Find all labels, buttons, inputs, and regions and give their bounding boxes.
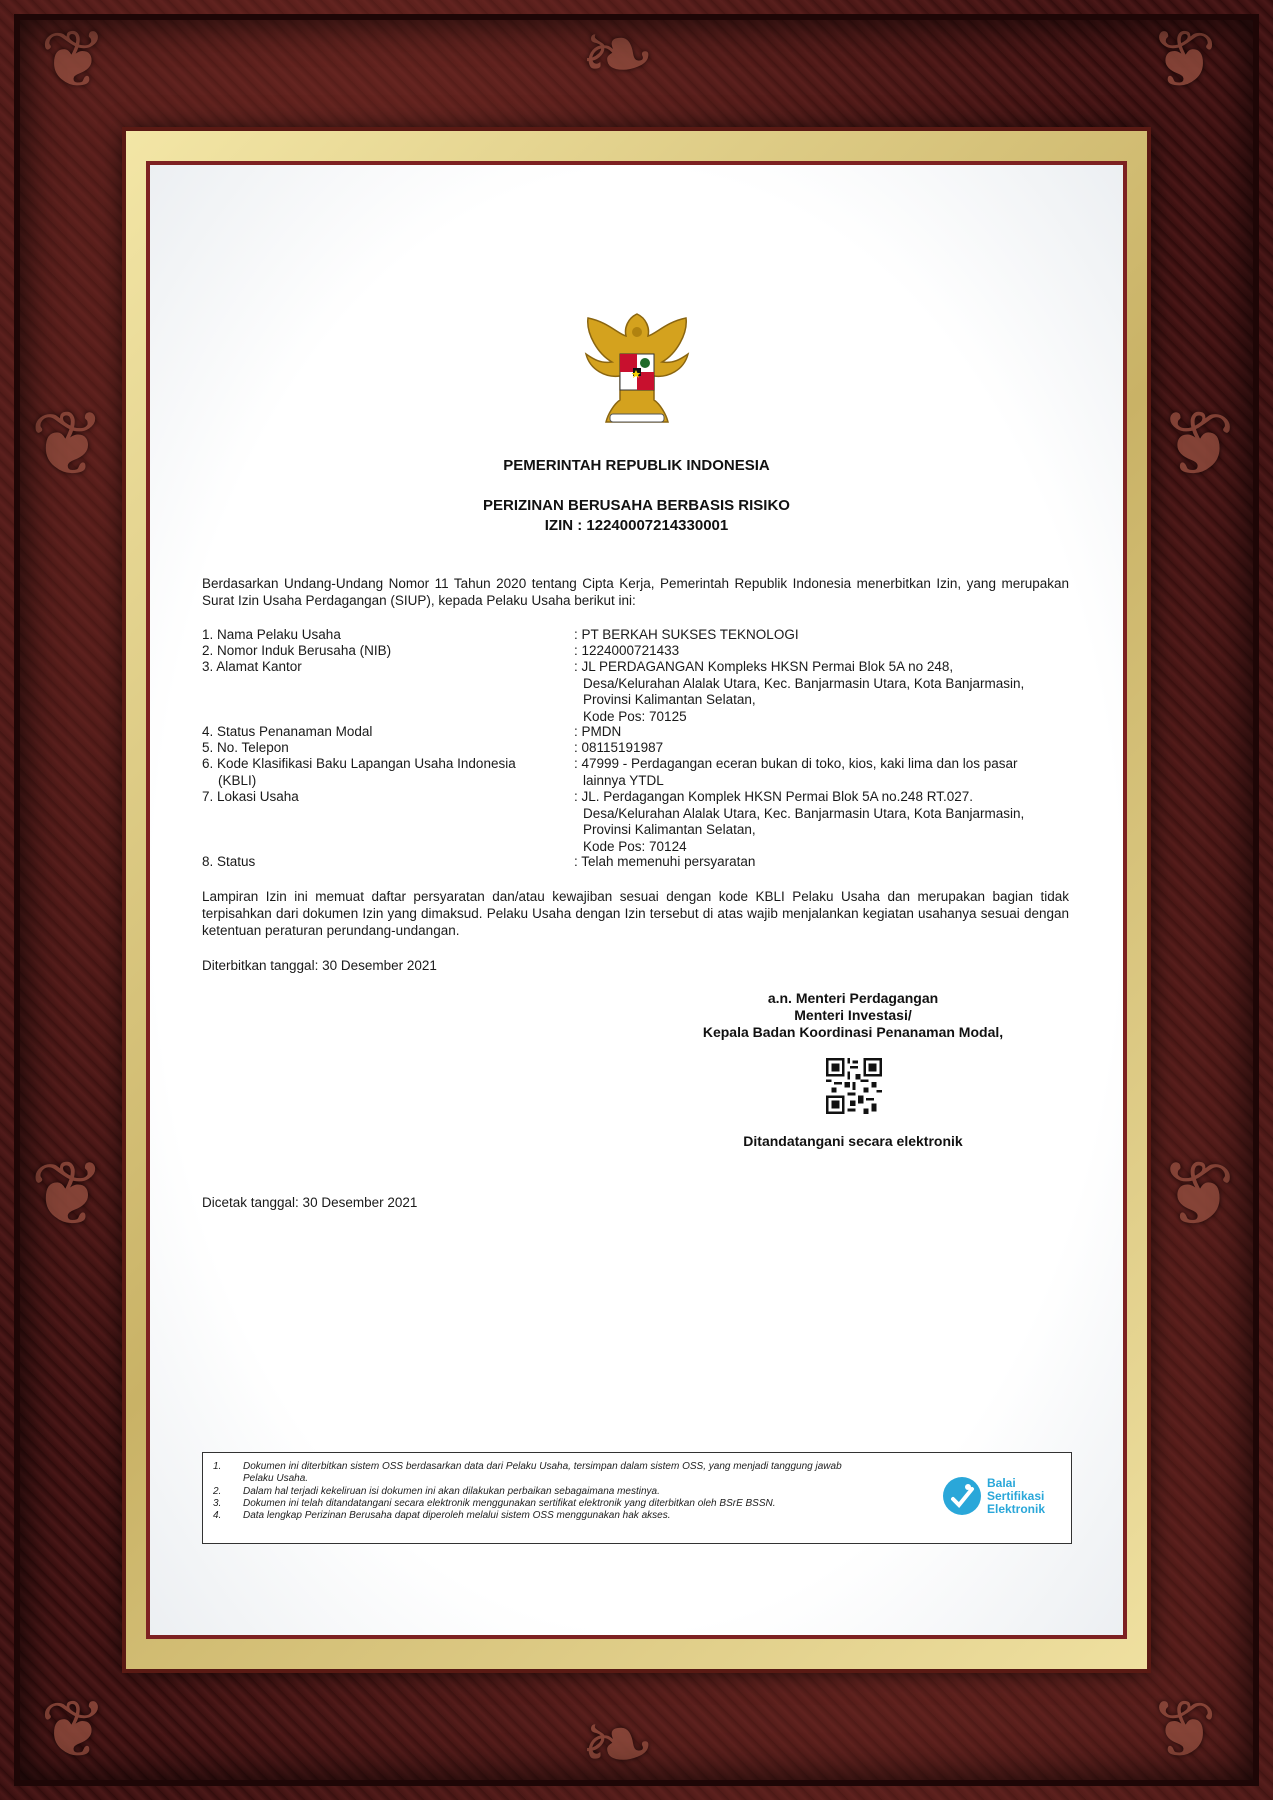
- footer-note-text: Pelaku Usaha.: [243, 1473, 309, 1484]
- field-value: : 08115191987: [574, 740, 664, 755]
- ornament-icon: ❦: [1150, 13, 1218, 106]
- ornament-icon: ❦: [1160, 392, 1236, 497]
- field-label: 2. Nomor Induk Berusaha (NIB): [202, 643, 392, 658]
- bsre-line: Balai: [987, 1476, 1016, 1490]
- permit-title: PERIZINAN BERUSAHA BERBASIS RISIKO: [483, 497, 790, 514]
- printed-date: Dicetak tanggal: 30 Desember 2021: [202, 1195, 418, 1210]
- address-line: Provinsi Kalimantan Selatan,: [583, 692, 756, 707]
- ornament-icon: ❦: [40, 13, 108, 106]
- field-value: : PT BERKAH SUKSES TEKNOLOGI: [574, 627, 799, 642]
- qr-code-icon: [826, 1058, 882, 1114]
- footer-note: [213, 1510, 953, 1522]
- address-line: Kode Pos: 70124: [583, 838, 687, 854]
- field-label-line: 6. Kode Klasifikasi Baku Lapangan Usaha Indonesia: [202, 756, 516, 771]
- footer-note: [213, 1498, 953, 1510]
- bsre-icon: [941, 1475, 983, 1517]
- signatory-line-2: Menteri Investasi/: [794, 1007, 912, 1023]
- field-label: 3. Alamat Kantor: [202, 659, 302, 674]
- field-value: [574, 756, 1069, 789]
- field-value: [574, 789, 1069, 855]
- bsre-logo: [941, 1475, 1061, 1525]
- kbli-line: : 47999 - Perdagangan eceran bukan di toko, kios, kaki lima dan los pasar: [574, 756, 1018, 771]
- permit-number: IZIN : 12240007214330001: [544, 517, 729, 534]
- issued-date: Diterbitkan tanggal: 30 Desember 2021: [202, 958, 437, 973]
- appendix-paragraph: Lampiran Izin ini memuat daftar persyaratan dan/atau kewajiban sesuai dengan kode KBLI Pelaku Usaha dan merupakan bagian tidak terpisahkan dari dokumen Izin yang dimaksud. Pelaku Usaha dengan Izin tersebut di atas wajib menjalankan kegiatan usahanya sesuai dengan ketentuan peraturan perundang-undangan.: [202, 889, 1069, 938]
- signatory-line-3: Kepala Badan Koordinasi Penanaman Modal,: [702, 1024, 1004, 1040]
- address-line: Desa/Kelurahan Alalak Utara, Kec. Banjarmasin Utara, Kota Banjarmasin,: [583, 805, 1025, 821]
- footer-note-number: 1.: [213, 1461, 222, 1472]
- footer-note-number: 3.: [213, 1498, 222, 1509]
- field-label: 8. Status: [202, 854, 256, 869]
- kbli-line: lainnya YTDL: [583, 772, 664, 788]
- intro-paragraph: Berdasarkan Undang-Undang Nomor 11 Tahun 2020 tentang Cipta Kerja, Pemerintah Republik Indonesia menerbitkan Izin, yang merupakan Surat Izin Usaha Perdagangan (SIUP), kepada Pelaku Usaha berikut ini:: [202, 576, 1069, 608]
- footer-note: [213, 1461, 953, 1485]
- footer-note-text: Dokumen ini diterbitkan sistem OSS berdasarkan data dari Pelaku Usaha, tersimpan dalam sistem OSS, yang menjadi tanggung jawab: [243, 1461, 842, 1472]
- field-label: 5. No. Telepon: [202, 740, 289, 755]
- footer-notes-box: [202, 1452, 1072, 1544]
- footer-note-number: 2.: [213, 1486, 222, 1497]
- ornament-icon: ❧: [580, 1692, 656, 1797]
- field-value: [574, 659, 1069, 725]
- field-value: : PMDN: [574, 724, 622, 739]
- ornament-icon: ❦: [30, 392, 106, 497]
- footer-note: [213, 1486, 953, 1498]
- field-label: [202, 756, 572, 789]
- field-label: 4. Status Penanaman Modal: [202, 724, 373, 739]
- field-label: 1. Nama Pelaku Usaha: [202, 627, 341, 642]
- ornament-icon: ❦: [30, 1142, 106, 1247]
- ornament-icon: ❦: [1160, 1142, 1236, 1247]
- address-line: : JL PERDAGANGAN Kompleks HKSN Permai Blok 5A no 248,: [574, 659, 954, 674]
- bsre-line: Elektronik: [987, 1502, 1046, 1516]
- field-value: : 1224000721433: [574, 643, 680, 658]
- footer-note-text: Data lengkap Perizinan Berusaha dapat diperoleh melalui sistem OSS menggunakan hak akses.: [243, 1510, 671, 1521]
- address-line: Provinsi Kalimantan Selatan,: [583, 822, 756, 837]
- garuda-emblem-icon: [578, 304, 696, 432]
- footer-note-text: Dalam hal terjadi kekeliruan isi dokumen ini akan dilakukan perbaikan sebagaimana mestinya.: [243, 1486, 660, 1497]
- field-label: 7. Lokasi Usaha: [202, 789, 299, 804]
- address-line: : JL. Perdagangan Komplek HKSN Permai Blok 5A no.248 RT.027.: [574, 789, 973, 804]
- signatory-line-1: a.n. Menteri Perdagangan: [767, 990, 939, 1006]
- address-line: Kode Pos: 70125: [583, 708, 687, 724]
- field-label-line: (KBLI): [218, 772, 257, 788]
- ornament-icon: ❦: [1150, 1683, 1218, 1776]
- government-title: PEMERINTAH REPUBLIK INDONESIA: [503, 457, 770, 474]
- field-value: : Telah memenuhi persyaratan: [574, 854, 756, 869]
- ornament-icon: ❧: [580, 2, 656, 107]
- bsre-line: Sertifikasi: [987, 1489, 1045, 1503]
- footer-note-text: Dokumen ini telah ditandatangani secara elektronik menggunakan sertifikat elektronik yang diterbitkan oleh BSrE BSSN.: [243, 1498, 776, 1509]
- footer-note-number: 4.: [213, 1510, 222, 1521]
- address-line: Desa/Kelurahan Alalak Utara, Kec. Banjarmasin Utara, Kota Banjarmasin,: [583, 675, 1025, 691]
- electronic-signature-note: Ditandatangani secara elektronik: [743, 1133, 963, 1149]
- ornament-icon: ❦: [40, 1683, 108, 1776]
